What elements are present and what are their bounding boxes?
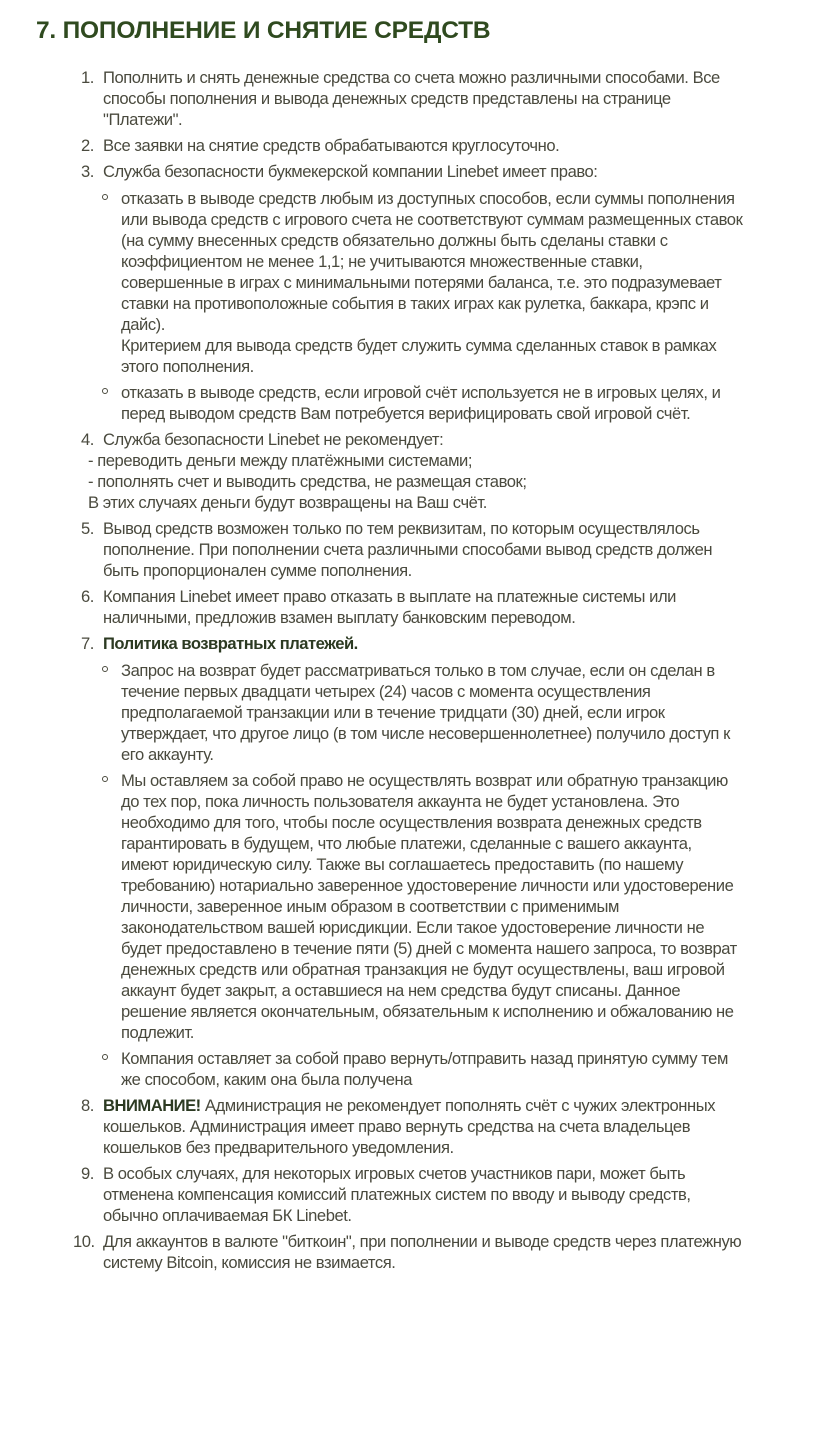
- item-number: 9.: [81, 1164, 94, 1183]
- sub-list-item: [121, 188, 743, 377]
- sub-list-item: [121, 1048, 743, 1090]
- sub-list-item: [121, 770, 743, 1043]
- circle-bullet-icon: [102, 194, 108, 200]
- item-number: 6.: [81, 587, 94, 606]
- item-text: Администрация не рекомендует пополнять счёт с чужих электронных кошельков. Администрация имеет право вернуть средства на счета владельцев кошельков без предварительного уведомления.: [103, 1096, 716, 1157]
- item-number: 10.: [73, 1232, 95, 1251]
- list-item-7: [81, 633, 743, 1090]
- dash-line: - пополнять счет и выводить средства, не размещая ставок;: [88, 472, 527, 491]
- item-number: 2.: [81, 136, 94, 155]
- sub-item-text: Мы оставляем за собой право не осуществлять возврат или обратную транзакцию до тех пор, пока личность пользователя аккаунта не будет установлена. Это необходимо для того, чтобы после осуществления возврата денежных средств гарантировать в будущем, что любые платежи, сделанные с вашего аккаунта, имеют юридическую силу. Также вы соглашаетесь предоставить (по нашему требованию) нотариально заверенное удостоверение личности или удостоверение личности, заверенное иным образом в соответствии с применимым законодательством вашей юрисдикции. Если такое удостоверение личности не будет предоставлено в течение пяти (5) дней с момента нашего запроса, то возврат денежных средств или обратная транзакция не будут осуществлены, ваш игровой аккаунт будет закрыт, а оставшиеся на нем средства будут списаны. Данное решение является окончательным, обязательным к исполнению и обжалованию не подлежит.: [121, 771, 737, 1042]
- sub-item-text: отказать в выводе средств любым из доступных способов, если суммы пополнения или вывода средств с игрового счета не соответствуют суммам размещенных ставок (на сумму внесенных средств обязательно должны быть сделаны ставки с коэффициентом не менее 1,1; не учитываются множественные ставки, совершенные в играх с минимальными потерями баланса, т.е. это подразумевает ставки на противоположные события в таких играх как рулетка, баккара, крэпс и дайс).: [121, 189, 743, 334]
- circle-bullet-icon: [102, 388, 108, 394]
- sub-item-extra-text: Критерием для вывода средств будет служить сумма сделанных ставок в рамках этого пополнения.: [121, 336, 717, 376]
- item-text: В особых случаях, для некоторых игровых счетов участников пари, может быть отменена компенсация комиссий платежных систем по вводу и выводу средств, обычно оплачиваемая БК Linebet.: [103, 1164, 691, 1225]
- item-number: 4.: [81, 430, 94, 449]
- list-item-9: [81, 1163, 743, 1226]
- item-text: Вывод средств возможен только по тем реквизитам, по которым осуществлялось пополнение. При пополнении счета различными способами вывод средств должен быть пропорционален сумме пополнения.: [103, 519, 713, 580]
- sub-item-text: Компания оставляет за собой право вернуть/отправить назад принятую сумму тем же способом, каким она была получена: [121, 1049, 728, 1089]
- item-text: Для аккаунтов в валюте "биткоин", при пополнении и выводе средств через платежную систему Bitcoin, комиссия не взимается.: [103, 1232, 742, 1272]
- closing-text: В этих случаях деньги будут возвращены на Ваш счёт.: [88, 493, 487, 512]
- item-text: Пополнить и снять денежные средства со счета можно различными способами. Все способы пополнения и вывода денежных средств представлены на странице "Платежи".: [103, 68, 720, 129]
- item-number: 5.: [81, 519, 94, 538]
- list-item-5: [81, 518, 743, 581]
- item-text: Служба безопасности букмекерской компании Linebet имеет право:: [103, 162, 598, 181]
- item-number: 8.: [81, 1096, 94, 1115]
- list-item-3: [81, 161, 743, 424]
- list-item-2: [81, 135, 743, 156]
- item-number: 1.: [81, 68, 94, 87]
- item-number: 7.: [81, 634, 94, 653]
- circle-bullet-icon: [102, 1054, 108, 1060]
- item-text: Все заявки на снятие средств обрабатываются круглосуточно.: [103, 136, 560, 155]
- list-item-4: [81, 429, 743, 513]
- sub-list-item: [121, 382, 743, 424]
- circle-bullet-icon: [102, 776, 108, 782]
- sub-item-text: Запрос на возврат будет рассматриваться только в том случае, если он сделан в течение первых двадцати четырех (24) часов с момента осуществления предполагаемой транзакции или в течение тридцати (30) дней, если игрок утверждает, что другое лицо (в том числе несовершеннолетнее) получило доступ к его аккаунту.: [121, 661, 730, 764]
- circle-bullet-icon: [102, 666, 108, 672]
- warning-label: ВНИМАНИЕ!: [103, 1096, 201, 1115]
- item-text: Служба безопасности Linebet не рекомендует:: [103, 430, 444, 449]
- item-number: 3.: [81, 162, 94, 181]
- item-text: Компания Linebet имеет право отказать в выплате на платежные системы или наличными, предложив взамен выплату банковским переводом.: [103, 587, 677, 627]
- list-item-8: [81, 1095, 743, 1158]
- rules-list: [0, 67, 743, 1278]
- item-bold-heading: Политика возвратных платежей.: [103, 634, 358, 653]
- list-item-1: [81, 67, 743, 130]
- sub-item-text: отказать в выводе средств, если игровой счёт используется не в игровых целях, и перед выводом средств Вам потребуется верифицировать свой игровой счёт.: [121, 383, 721, 423]
- sub-list: [103, 188, 743, 424]
- dash-line: - переводить деньги между платёжными системами;: [88, 451, 473, 470]
- list-item-10: [73, 1231, 743, 1273]
- sub-list-item: [121, 660, 743, 765]
- sub-list: [103, 660, 743, 1090]
- section-title: 7. ПОПОЛНЕНИЕ И СНЯТИЕ СРЕДСТВ: [36, 17, 491, 44]
- list-item-6: [81, 586, 743, 628]
